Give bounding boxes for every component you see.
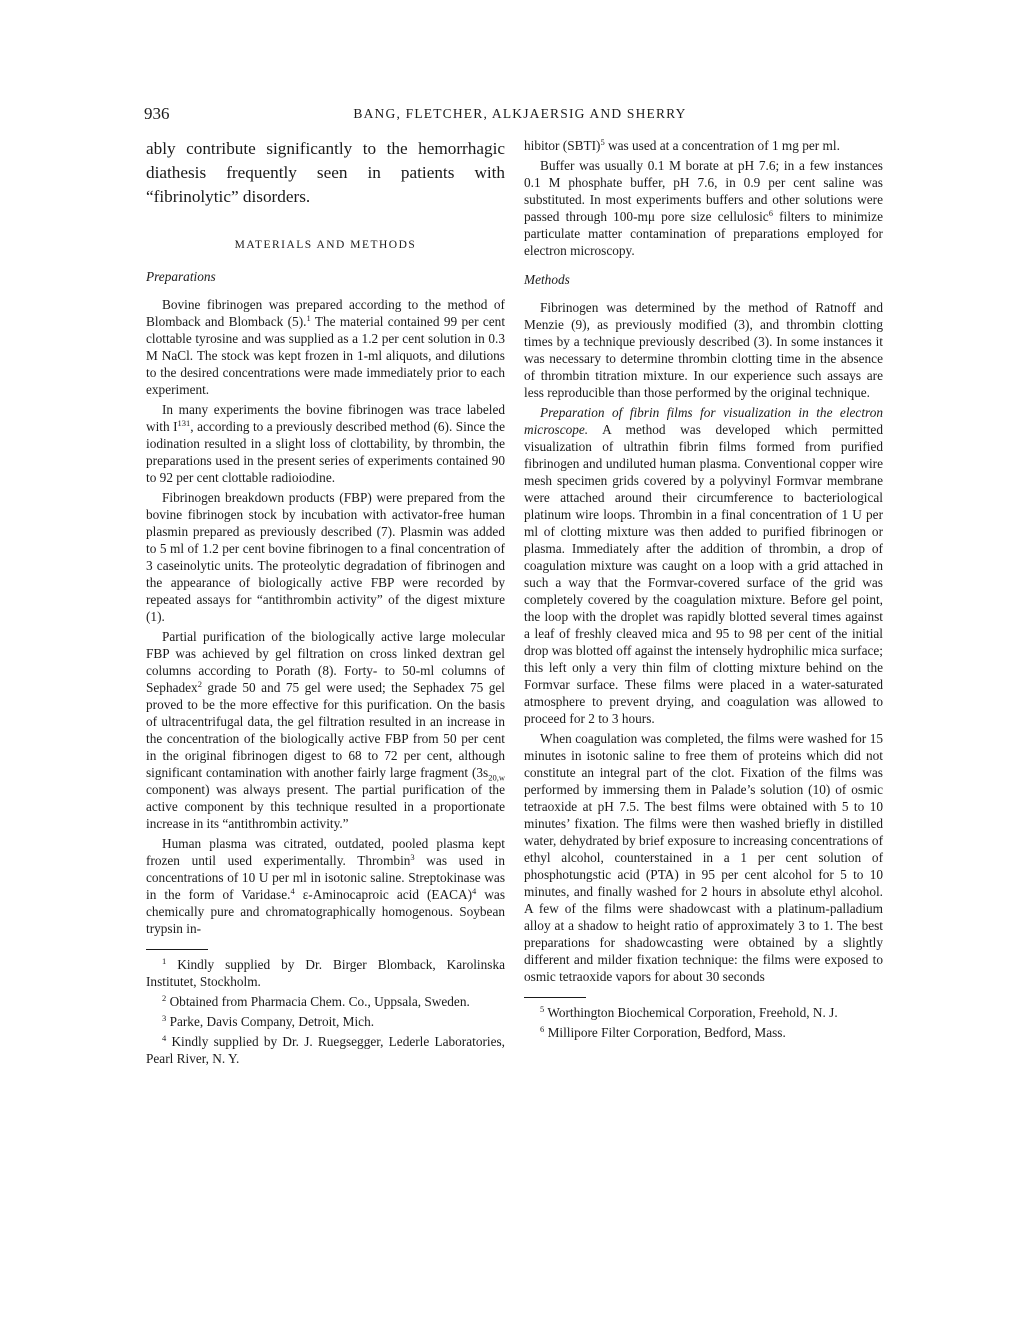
subheading-preparations: Preparations bbox=[146, 269, 216, 284]
lead-paragraph: ably contribute significantly to the hemorrhagic diathesis frequently seen in patients with “fibrinolytic” disorders. bbox=[146, 139, 505, 206]
paragraph: hibitor (SBTI)$^5$ was used at a concentration of 1 mg per ml. bbox=[524, 137, 840, 153]
paragraph: Buffer was usually 0.1 M borate at pH 7.6; in a few instances 0.1 M phosphate buffer, pH 7.6, in 0.9 per cent saline was substituted. In most experiments buffers and other solutions were passed through 100-mμ pore size cellulosic$^6$ filters to minimize particulate matter contamination of preparations employed for electron microscopy. bbox=[524, 158, 883, 258]
footnote-ref: 2 bbox=[197, 679, 202, 689]
footnote: $^4$ Kindly supplied by Dr. J. Ruegsegger, Lederle Laboratories, Pearl River, N. Y. bbox=[146, 1033, 505, 1066]
page-number: 936 bbox=[144, 104, 170, 123]
paragraph: Bovine fibrinogen was prepared according to the method of Blomback and Blomback (5).$^1$ The material contained 99 per cent clottable tyrosine and was supplied as a 1.2 per cent solution in 0.3 M NaCl. The stock was kept frozen in 1-ml aliquots, and dilutions to the desired concentrations were made immediately prior to each experiment. bbox=[146, 297, 506, 397]
footnote-ref: 5 bbox=[600, 137, 605, 147]
paragraph: Human plasma was citrated, outdated, pooled plasma kept frozen until used experimentally. Thrombin$^3$ was used in concentrations of 10 U per ml in isotonic saline. Streptokinase was in the form of Varidase.$^4$ ε-Aminocaproic acid (EACA)$^4$ was chemically pure and chromatographically homogenous. Soybean trypsin in- bbox=[146, 836, 505, 936]
footnote-ref: 3 bbox=[410, 852, 415, 862]
running-head: BANG, FLETCHER, ALKJAERSIG AND SHERRY bbox=[353, 106, 687, 121]
footnote-ref: 1 bbox=[306, 313, 311, 323]
section-heading: MATERIALS AND METHODS bbox=[234, 239, 417, 251]
left-column bbox=[146, 137, 505, 1070]
paragraph: Fibrinogen breakdown products (FBP) were prepared from the bovine fibrinogen stock by incubation with activator-free human plasmin prepared as previously described (7). Plasmin was added to 5 ml of 1.2 per cent bovine fibrinogen to a final concentration of 3 caseinolytic units. The proteolytic degradation of fibrinogen and the appearance of biologically active FBP were recorded by repeated assays for “antithrombin activity” of the digest mixture (1). bbox=[146, 490, 505, 624]
footnote-divider bbox=[524, 997, 586, 998]
paragraph: Partial purification of the biologically active large molecular FBP was achieved by gel filtration on cross linked dextran gel columns according to Porath (8). Forty- to 50-ml columns of Sephadex$^2$ grade 50 and 75 gel were used; the Sephadex 75 gel proved to be the more effective for this purification. On the basis of ultracentrifugal data, the gel filtration resulted in an increase in the concentration of the biologically active FBP from 50 per cent in the original fibrinogen digest to 68 to 72 per cent, although significant contamination with another fairly large fragment ($3s_{20,w}$ component) was always present. The partial purification of the active component by this technique resulted in a proportionate increase in its “antithrombin activity.” bbox=[146, 629, 505, 831]
footnote-ref: 4 bbox=[472, 886, 477, 896]
paragraph: Preparation of fibrin films for visualization in the electron microscope. A method was developed which permitted visualization of ultrathin fibrin films formed from purified fibrinogen and undiluted human plasma. Conventional copper wire mesh specimen grids covered by a polyvinyl Formvar membrane were attached around their circumference to bacteriological platinum wire loops. Thrombin in a final concentration of 1 U per ml of clotting mixture was then added to purified fibrinogen or plasma. Immediately after the addition of thrombin, a drop of coagulation mixture was caught on a loop with a grid attached in such a way that the Formvar-covered surface of the grid was completely covered by the coagulation mixture. Before gel point, the loop with the droplet was rapidly blotted several times against a leaf of freshly cleaved mica and 95 to 98 per cent of the initial drop was blotted off against the intensely hydrophilic mica surface; this left only a very thin film of clotting mixture behind on the Formvar surface. These films were placed in a water-saturated atmosphere to prevent drying, and coagulation was allowed to proceed for 2 to 3 hours. bbox=[524, 405, 883, 726]
footnote-divider bbox=[146, 949, 208, 950]
paragraph: Fibrinogen was determined by the method of Ratnoff and Menzie (9), as previously modified (3), and thrombin clotting times by a technique previously described (3). In some instances it was necessary to determine thrombin clotting time in the absence of thrombin titration mixture. In our experience such assays are less reproducible than those performed by the original technique. bbox=[524, 300, 883, 400]
footnote: $^3$ Parke, Davis Company, Detroit, Mich. bbox=[162, 1013, 375, 1029]
right-column bbox=[524, 137, 883, 1044]
footnote: $^5$ Worthington Biochemical Corporation, Freehold, N. J. bbox=[540, 1004, 838, 1020]
footnote-ref: 4 bbox=[290, 886, 295, 896]
paragraph: When coagulation was completed, the films were washed for 15 minutes in isotonic saline to free them of proteins which did not constitute an integral part of the clot. Fixation of the films was performed by immersing them in Palade’s solution (10) of osmic tetraoxide at pH 7.5. The best films were obtained with 5 to 10 minutes’ fixation. The films were then washed briefly in distilled water, dehydrated by brief exposure to increasing concentrations of ethyl alcohol, counterstained in a 1 per cent solution of phosphotungstic acid (PTA) in 95 per cent alcohol for 5 to 10 minutes, and finally washed for 2 hours in absolute ethyl alcohol. A few of the films were shadowcast with a platinum-palladium alloy at a shadow to height ratio of approximately 3 to 1. The best preparations for shadowcasting were obtained by a slightly different and milder fixation technique: the films were exposed to osmic tetraoxide vapors for about 30 seconds bbox=[524, 731, 883, 984]
footnote: $^1$ Kindly supplied by Dr. Birger Blomback, Karolinska Institutet, Stockholm. bbox=[146, 956, 505, 989]
paragraph: In many experiments the bovine fibrinogen was trace labeled with $I^{131}$, according to a previously described method (6). Since the iodination resulted in a slight loss of clottability, by thrombin, the preparations used in the present series of experiments contained 90 to 92 per cent clottable radioiodine. bbox=[146, 402, 505, 485]
subheading-methods: Methods bbox=[524, 272, 570, 287]
inline-heading: Preparation of fibrin films for visualization in the electron microscope. bbox=[524, 405, 883, 437]
footnote: $^2$ Obtained from Pharmacia Chem. Co., Uppsala, Sweden. bbox=[162, 993, 470, 1009]
footnote-ref: 6 bbox=[768, 208, 773, 218]
footnote: $^6$ Millipore Filter Corporation, Bedford, Mass. bbox=[540, 1024, 786, 1040]
